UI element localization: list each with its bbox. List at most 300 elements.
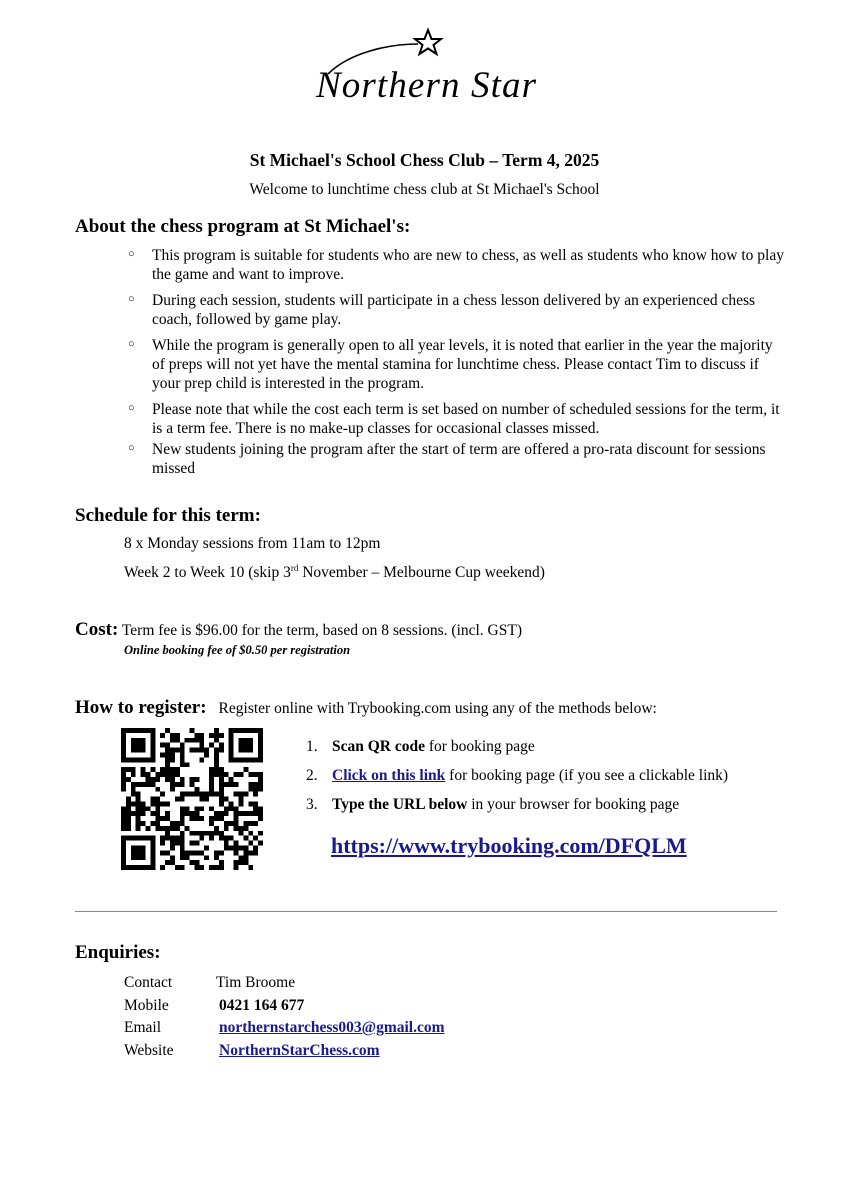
email-row: Email northernstarchess003@gmail.com (124, 1017, 445, 1040)
qr-module (170, 772, 175, 777)
cost-text: Term fee is $96.00 for the term, based on 8 sessions. (incl. GST) (121, 622, 522, 639)
contact-row: Contact Tim Broome (124, 972, 445, 995)
qr-module (209, 733, 214, 738)
qr-module (219, 787, 224, 792)
qr-module (194, 850, 199, 855)
qr-module (199, 757, 204, 762)
qr-module (155, 806, 160, 811)
website-row: Website NorthernStarChess.com (124, 1040, 445, 1063)
qr-module (121, 772, 126, 777)
click-link[interactable]: Click on this link (332, 767, 446, 784)
qr-module (219, 743, 224, 748)
qr-module (190, 860, 195, 865)
qr-module (160, 816, 165, 821)
qr-module (229, 846, 234, 851)
qr-module (170, 757, 175, 762)
qr-module (239, 797, 244, 802)
qr-module (224, 806, 229, 811)
qr-module (209, 782, 214, 787)
cost-line (75, 619, 522, 641)
qr-module (219, 860, 224, 865)
qr-module (239, 855, 244, 860)
qr-module (209, 772, 214, 777)
qr-module (175, 733, 180, 738)
qr-module (185, 762, 190, 767)
qr-module (253, 850, 258, 855)
qr-module (170, 777, 175, 782)
qr-module (194, 787, 199, 792)
qr-module (253, 811, 258, 816)
qr-module (170, 782, 175, 787)
qr-module (170, 767, 175, 772)
qr-module (165, 836, 170, 841)
qr-module (126, 821, 131, 826)
website-link[interactable]: NorthernStarChess.com (219, 1041, 380, 1059)
qr-module (170, 826, 175, 831)
list-item: ○ While the program is generally open to all year levels, it is noted that earlier in the year the majority of preps will not yet have the mental stamina for lunchtime chess. Please contact Tim to discuss if your prep child is interested in the program. (128, 337, 773, 392)
qr-module (239, 826, 244, 831)
qr-module (126, 767, 131, 772)
qr-module (180, 855, 185, 860)
qr-module (141, 782, 146, 787)
qr-module (131, 772, 136, 777)
qr-module (199, 806, 204, 811)
qr-module (131, 738, 146, 753)
qr-module (155, 811, 160, 816)
qr-module (209, 792, 214, 797)
qr-module (234, 782, 239, 787)
qr-module (160, 752, 165, 757)
qr-module (229, 801, 234, 806)
qr-module (131, 801, 136, 806)
qr-module (214, 748, 219, 753)
qr-module (126, 806, 131, 811)
qr-module (248, 831, 253, 836)
qr-module (214, 738, 219, 743)
qr-module (258, 777, 263, 782)
qr-module (131, 811, 136, 816)
bullet-icon: ○ (128, 442, 135, 454)
qr-module (180, 811, 185, 816)
qr-module (199, 816, 204, 821)
qr-module (258, 782, 263, 787)
qr-module (131, 787, 136, 792)
northern-star-logo (300, 22, 550, 104)
qr-module (121, 821, 126, 826)
qr-module (239, 860, 244, 865)
cost-label: Cost: (75, 619, 119, 640)
qr-module (180, 846, 185, 851)
qr-module (180, 841, 185, 846)
qr-module (258, 772, 263, 777)
qr-module (150, 811, 155, 816)
qr-module (190, 831, 195, 836)
booking-fee-note: Online booking fee of $0.50 per registration (124, 643, 351, 657)
qr-module (214, 855, 219, 860)
qr-module (214, 728, 219, 733)
qr-module (253, 836, 258, 841)
qr-module (214, 816, 219, 821)
bullet-icon: ○ (128, 338, 135, 350)
step-scan: 1. Scan QR code for booking page (306, 738, 535, 755)
qr-module (194, 806, 199, 811)
qr-module (126, 797, 131, 802)
qr-module (219, 831, 224, 836)
qr-module (219, 816, 224, 821)
qr-module (160, 865, 165, 870)
qr-module (234, 865, 239, 870)
qr-module (136, 782, 141, 787)
qr-module (204, 855, 209, 860)
qr-module (160, 801, 165, 806)
qr-module (214, 850, 219, 855)
qr-module (248, 865, 253, 870)
qr-module (185, 811, 190, 816)
qr-module (180, 850, 185, 855)
qr-module (199, 743, 204, 748)
schedule-weeks: Week 2 to Week 10 (skip 3rd November – Melbourne Cup weekend) (124, 563, 545, 582)
qr-module (180, 762, 185, 767)
qr-module (141, 801, 146, 806)
qr-module (160, 850, 165, 855)
qr-module (219, 811, 224, 816)
qr-module (170, 733, 175, 738)
qr-module (194, 748, 199, 753)
qr-module (214, 792, 219, 797)
qr-module (126, 801, 131, 806)
qr-module (150, 801, 155, 806)
qr-module (121, 767, 126, 772)
qr-module (199, 865, 204, 870)
qr-module (248, 811, 253, 816)
qr-module (239, 738, 254, 753)
qr-module (175, 772, 180, 777)
qr-module (180, 816, 185, 821)
qr-module (199, 831, 204, 836)
qr-module (160, 772, 165, 777)
qr-module (229, 806, 234, 811)
register-steps (306, 738, 728, 825)
qr-module (150, 767, 155, 772)
qr-module (165, 772, 170, 777)
qr-module (219, 797, 224, 802)
qr-module (175, 826, 180, 831)
qr-module (248, 821, 253, 826)
qr-module (234, 792, 239, 797)
qr-module (136, 826, 141, 831)
qr-module (234, 811, 239, 816)
qr-module (170, 738, 175, 743)
qr-module (253, 801, 258, 806)
qr-module (253, 806, 258, 811)
qr-module (224, 836, 229, 841)
qr-module (190, 748, 195, 753)
qr-module (224, 782, 229, 787)
qr-module (155, 826, 160, 831)
qr-module (239, 831, 244, 836)
qr-module (180, 743, 185, 748)
qr-module (243, 846, 248, 851)
qr-module (150, 821, 155, 826)
qr-module (239, 792, 244, 797)
qr-module (155, 772, 160, 777)
qr-module (224, 846, 229, 851)
qr-module (248, 841, 253, 846)
qr-module (185, 738, 190, 743)
qr-module (165, 801, 170, 806)
qr-module (219, 792, 224, 797)
qr-module (165, 767, 170, 772)
qr-module (253, 782, 258, 787)
qr-module (219, 836, 224, 841)
qr-module (175, 797, 180, 802)
qr-module (126, 811, 131, 816)
email-link[interactable]: northernstarchess003@gmail.com (219, 1019, 445, 1036)
qr-module (150, 777, 155, 782)
qr-module (214, 762, 219, 767)
qr-module (224, 841, 229, 846)
qr-module (165, 826, 170, 831)
qr-module (209, 743, 214, 748)
qr-module (190, 792, 195, 797)
qr-module (199, 836, 204, 841)
list-item: ○ This program is suitable for students who are new to chess, as well as students who know how to play the game and want to improve. (128, 247, 784, 283)
qr-module (175, 836, 180, 841)
qr-module (180, 836, 185, 841)
qr-module (150, 797, 155, 802)
qr-module (234, 846, 239, 851)
qr-module (180, 777, 185, 782)
qr-module (243, 821, 248, 826)
page-subtitle: Welcome to lunchtime chess club at St Michael's School (249, 181, 600, 198)
qr-module (199, 748, 204, 753)
qr-module (126, 777, 131, 782)
qr-module (160, 841, 165, 846)
qr-module (160, 836, 165, 841)
qr-module (248, 787, 253, 792)
qr-module (170, 787, 175, 792)
qr-module (239, 846, 244, 851)
qr-module (214, 752, 219, 757)
mobile-number: 0421 164 677 (219, 996, 305, 1014)
qr-module (190, 850, 195, 855)
qr-module (180, 831, 185, 836)
qr-module (243, 855, 248, 860)
qr-module (234, 860, 239, 865)
qr-module (199, 792, 204, 797)
qr-module (194, 865, 199, 870)
qr-module (214, 811, 219, 816)
mobile-row: Mobile 0421 164 677 (124, 995, 445, 1018)
qr-module (170, 748, 175, 753)
step-link: 2. Click on this link for booking page (if you see a clickable link) (306, 767, 729, 784)
qr-module (131, 782, 136, 787)
qr-module (180, 752, 185, 757)
qr-module (136, 806, 141, 811)
qr-module (214, 772, 219, 777)
qr-module (209, 821, 214, 826)
qr-module (229, 836, 234, 841)
qr-module (190, 841, 195, 846)
qr-code[interactable] (121, 728, 263, 870)
qr-module (170, 846, 175, 851)
qr-module (243, 792, 248, 797)
qr-module (150, 782, 155, 787)
qr-module (155, 801, 160, 806)
qr-module (121, 777, 126, 782)
qr-module (145, 826, 150, 831)
qr-module (194, 841, 199, 846)
qr-module (175, 821, 180, 826)
qr-module (160, 767, 165, 772)
qr-module (239, 772, 244, 777)
qr-module (155, 816, 160, 821)
register-line (75, 697, 657, 719)
qr-module (155, 787, 160, 792)
qr-module (131, 767, 136, 772)
list-item: ○ Please note that while the cost each term is set based on number of scheduled sessions for the term, it is a term fee. There is no make-up classes for occasional classes missed. (128, 401, 780, 437)
qr-module (209, 865, 214, 870)
schedule-sessions: 8 x Monday sessions from 11am to 12pm (124, 535, 381, 552)
qr-module (209, 831, 214, 836)
list-item: ○ During each session, students will participate in a chess lesson delivered by an experienced chess coach, followed by game play. (128, 292, 756, 328)
qr-module (234, 816, 239, 821)
qr-module (234, 841, 239, 846)
qr-module (136, 821, 141, 826)
qr-module (209, 777, 214, 782)
qr-module (253, 821, 258, 826)
qr-module (190, 777, 195, 782)
qr-module (180, 806, 185, 811)
qr-module (136, 816, 141, 821)
qr-module (136, 801, 141, 806)
qr-module (204, 748, 209, 753)
qr-module (234, 850, 239, 855)
qr-module (145, 806, 150, 811)
qr-module (121, 787, 126, 792)
qr-module (248, 772, 253, 777)
qr-module (234, 772, 239, 777)
qr-module (234, 821, 239, 826)
qr-module (209, 836, 214, 841)
qr-module (145, 772, 150, 777)
divider (75, 911, 777, 912)
qr-module (141, 811, 146, 816)
qr-module (248, 850, 253, 855)
schedule-heading: Schedule for this term: (75, 505, 261, 526)
step-url: 3. Type the URL below in your browser for booking page (306, 796, 680, 813)
qr-module (194, 811, 199, 816)
qr-module (258, 816, 263, 821)
qr-module (219, 748, 224, 753)
qr-module (165, 728, 170, 733)
qr-module (190, 816, 195, 821)
qr-module (194, 777, 199, 782)
qr-module (194, 816, 199, 821)
qr-module (199, 797, 204, 802)
qr-module (165, 748, 170, 753)
qr-module (165, 831, 170, 836)
qr-module (219, 772, 224, 777)
qr-module (253, 792, 258, 797)
qr-module (121, 816, 126, 821)
qr-module (180, 821, 185, 826)
qr-module (258, 811, 263, 816)
qr-module (180, 865, 185, 870)
qr-module (194, 792, 199, 797)
qr-module (219, 850, 224, 855)
list-item: ○ New students joining the program after the start of term are offered a pro-rata discount for sessions missed (128, 441, 766, 477)
qr-module (248, 782, 253, 787)
qr-module (190, 782, 195, 787)
qr-module (224, 797, 229, 802)
qr-module (219, 865, 224, 870)
qr-module (219, 782, 224, 787)
qr-module (155, 821, 160, 826)
qr-module (160, 743, 165, 748)
enquiries-heading: Enquiries: (75, 942, 161, 963)
qr-module (224, 772, 229, 777)
star-logo-icon (300, 22, 550, 104)
qr-module (214, 865, 219, 870)
qr-module (224, 826, 229, 831)
qr-module (185, 850, 190, 855)
qr-module (243, 850, 248, 855)
register-heading: How to register: (75, 697, 207, 718)
qr-module (155, 777, 160, 782)
qr-module (258, 787, 263, 792)
qr-module (243, 826, 248, 831)
qr-module (204, 846, 209, 851)
logo-text: Northern Star (316, 65, 536, 104)
bullet-icon: ○ (128, 293, 135, 305)
qr-module (243, 811, 248, 816)
qr-module (160, 826, 165, 831)
qr-module (248, 801, 253, 806)
qr-module (190, 738, 195, 743)
booking-url-link[interactable]: https://www.trybooking.com/DFQLM (331, 833, 687, 858)
qr-module (170, 860, 175, 865)
qr-module (175, 748, 180, 753)
qr-module (229, 821, 234, 826)
qr-module (165, 850, 170, 855)
qr-module (175, 782, 180, 787)
page-title: St Michael's School Chess Club – Term 4, 2025 (249, 150, 600, 170)
qr-module (243, 836, 248, 841)
qr-module (253, 772, 258, 777)
qr-module (165, 811, 170, 816)
qr-module (160, 792, 165, 797)
qr-module (214, 831, 219, 836)
qr-module (136, 811, 141, 816)
qr-module (145, 777, 150, 782)
qr-module (253, 787, 258, 792)
bullet-icon: ○ (128, 402, 135, 414)
qr-module (170, 752, 175, 757)
qr-module (170, 841, 175, 846)
qr-module (160, 733, 165, 738)
qr-module (121, 811, 126, 816)
qr-module (131, 846, 146, 861)
qr-module (243, 767, 248, 772)
qr-module (204, 797, 209, 802)
qr-module (219, 777, 224, 782)
qr-module (243, 860, 248, 865)
qr-module (155, 797, 160, 802)
qr-module (199, 733, 204, 738)
qr-module (214, 826, 219, 831)
qr-module (121, 806, 126, 811)
